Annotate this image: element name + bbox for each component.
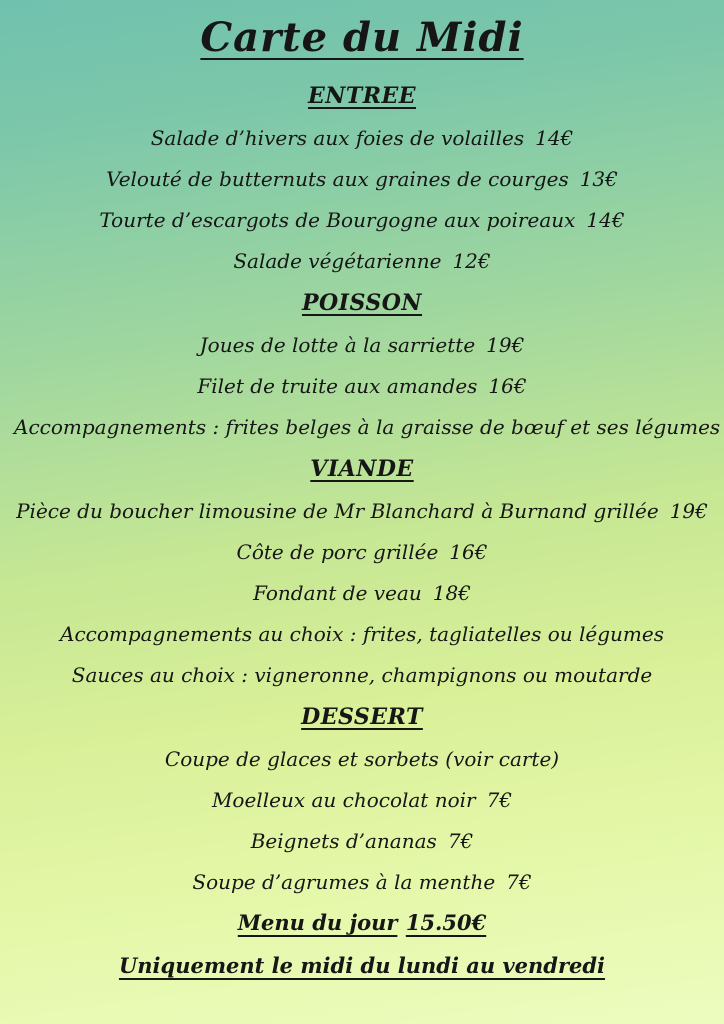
menu-item [14,540,710,564]
menu-item [14,249,710,273]
item-name: Fondant de veau [253,581,422,605]
menu-item [14,870,710,894]
item-price: 7€ [447,829,474,853]
item-name: Pièce du boucher limousine de Mr Blanchard à Burnand grillée [16,499,659,523]
item-name: Joues de lotte à la sarriette [199,333,476,357]
item-price: 19€ [669,499,708,523]
item-name: Accompagnements : frites belges à la graisse de bœuf et ses légumes [14,415,721,439]
item-price: 13€ [579,167,618,191]
section-heading-entree: ENTREE [307,83,417,109]
daily-special [14,911,710,935]
item-name: Sauces au choix : vigneronne, champignons ou moutarde [71,663,653,687]
menu-item [14,415,721,439]
footer-note: Uniquement le midi du lundi au vendredi [118,953,606,978]
item-name: Soupe d’agrumes à la menthe [192,870,496,894]
daily-special-price: 15.50€ [405,910,487,935]
item-name: Salade d’hivers aux foies de volailles [150,126,525,150]
section-poisson [14,290,721,439]
item-price: 19€ [486,333,525,357]
menu-item [14,208,710,232]
section-entree [14,83,710,273]
menu-item [14,167,710,191]
item-price: 7€ [486,788,513,812]
item-price: 14€ [586,208,625,232]
item-price: 14€ [535,126,574,150]
section-heading-poisson: POISSON [301,290,423,316]
daily-special-label: Menu du jour [237,910,398,935]
item-price: 16€ [449,540,488,564]
menu-item [14,333,710,357]
item-price: 12€ [452,249,491,273]
section-heading-viande: VIANDE [310,456,414,482]
item-name: Velouté de butternuts aux graines de courges [106,167,569,191]
item-name: Accompagnements au choix : frites, tagliatelles ou légumes [60,622,664,646]
section-heading-dessert: DESSERT [301,704,423,730]
section-dessert [14,704,710,894]
menu-item [14,747,710,771]
menu-title: Carte du Midi [200,14,524,61]
menu-item [14,126,710,150]
menu-item [14,663,710,687]
item-price: 16€ [488,374,527,398]
menu-item [14,829,710,853]
item-name: Filet de truite aux amandes [197,374,478,398]
item-name: Tourte d’escargots de Bourgogne aux poireaux [99,208,576,232]
item-name: Coupe de glaces et sorbets (voir carte) [164,747,560,771]
menu-item [14,581,710,605]
menu-item [14,499,710,523]
item-name: Beignets d’ananas [250,829,437,853]
menu-item [14,374,710,398]
item-name: Salade végétarienne [233,249,442,273]
item-price: 7€ [506,870,532,894]
section-viande [14,456,710,687]
item-price: 18€ [432,581,471,605]
menu-item [14,788,710,812]
item-name: Moelleux au chocolat noir [211,788,476,812]
menu-item [14,622,710,646]
item-name: Côte de porc grillée [236,540,439,564]
